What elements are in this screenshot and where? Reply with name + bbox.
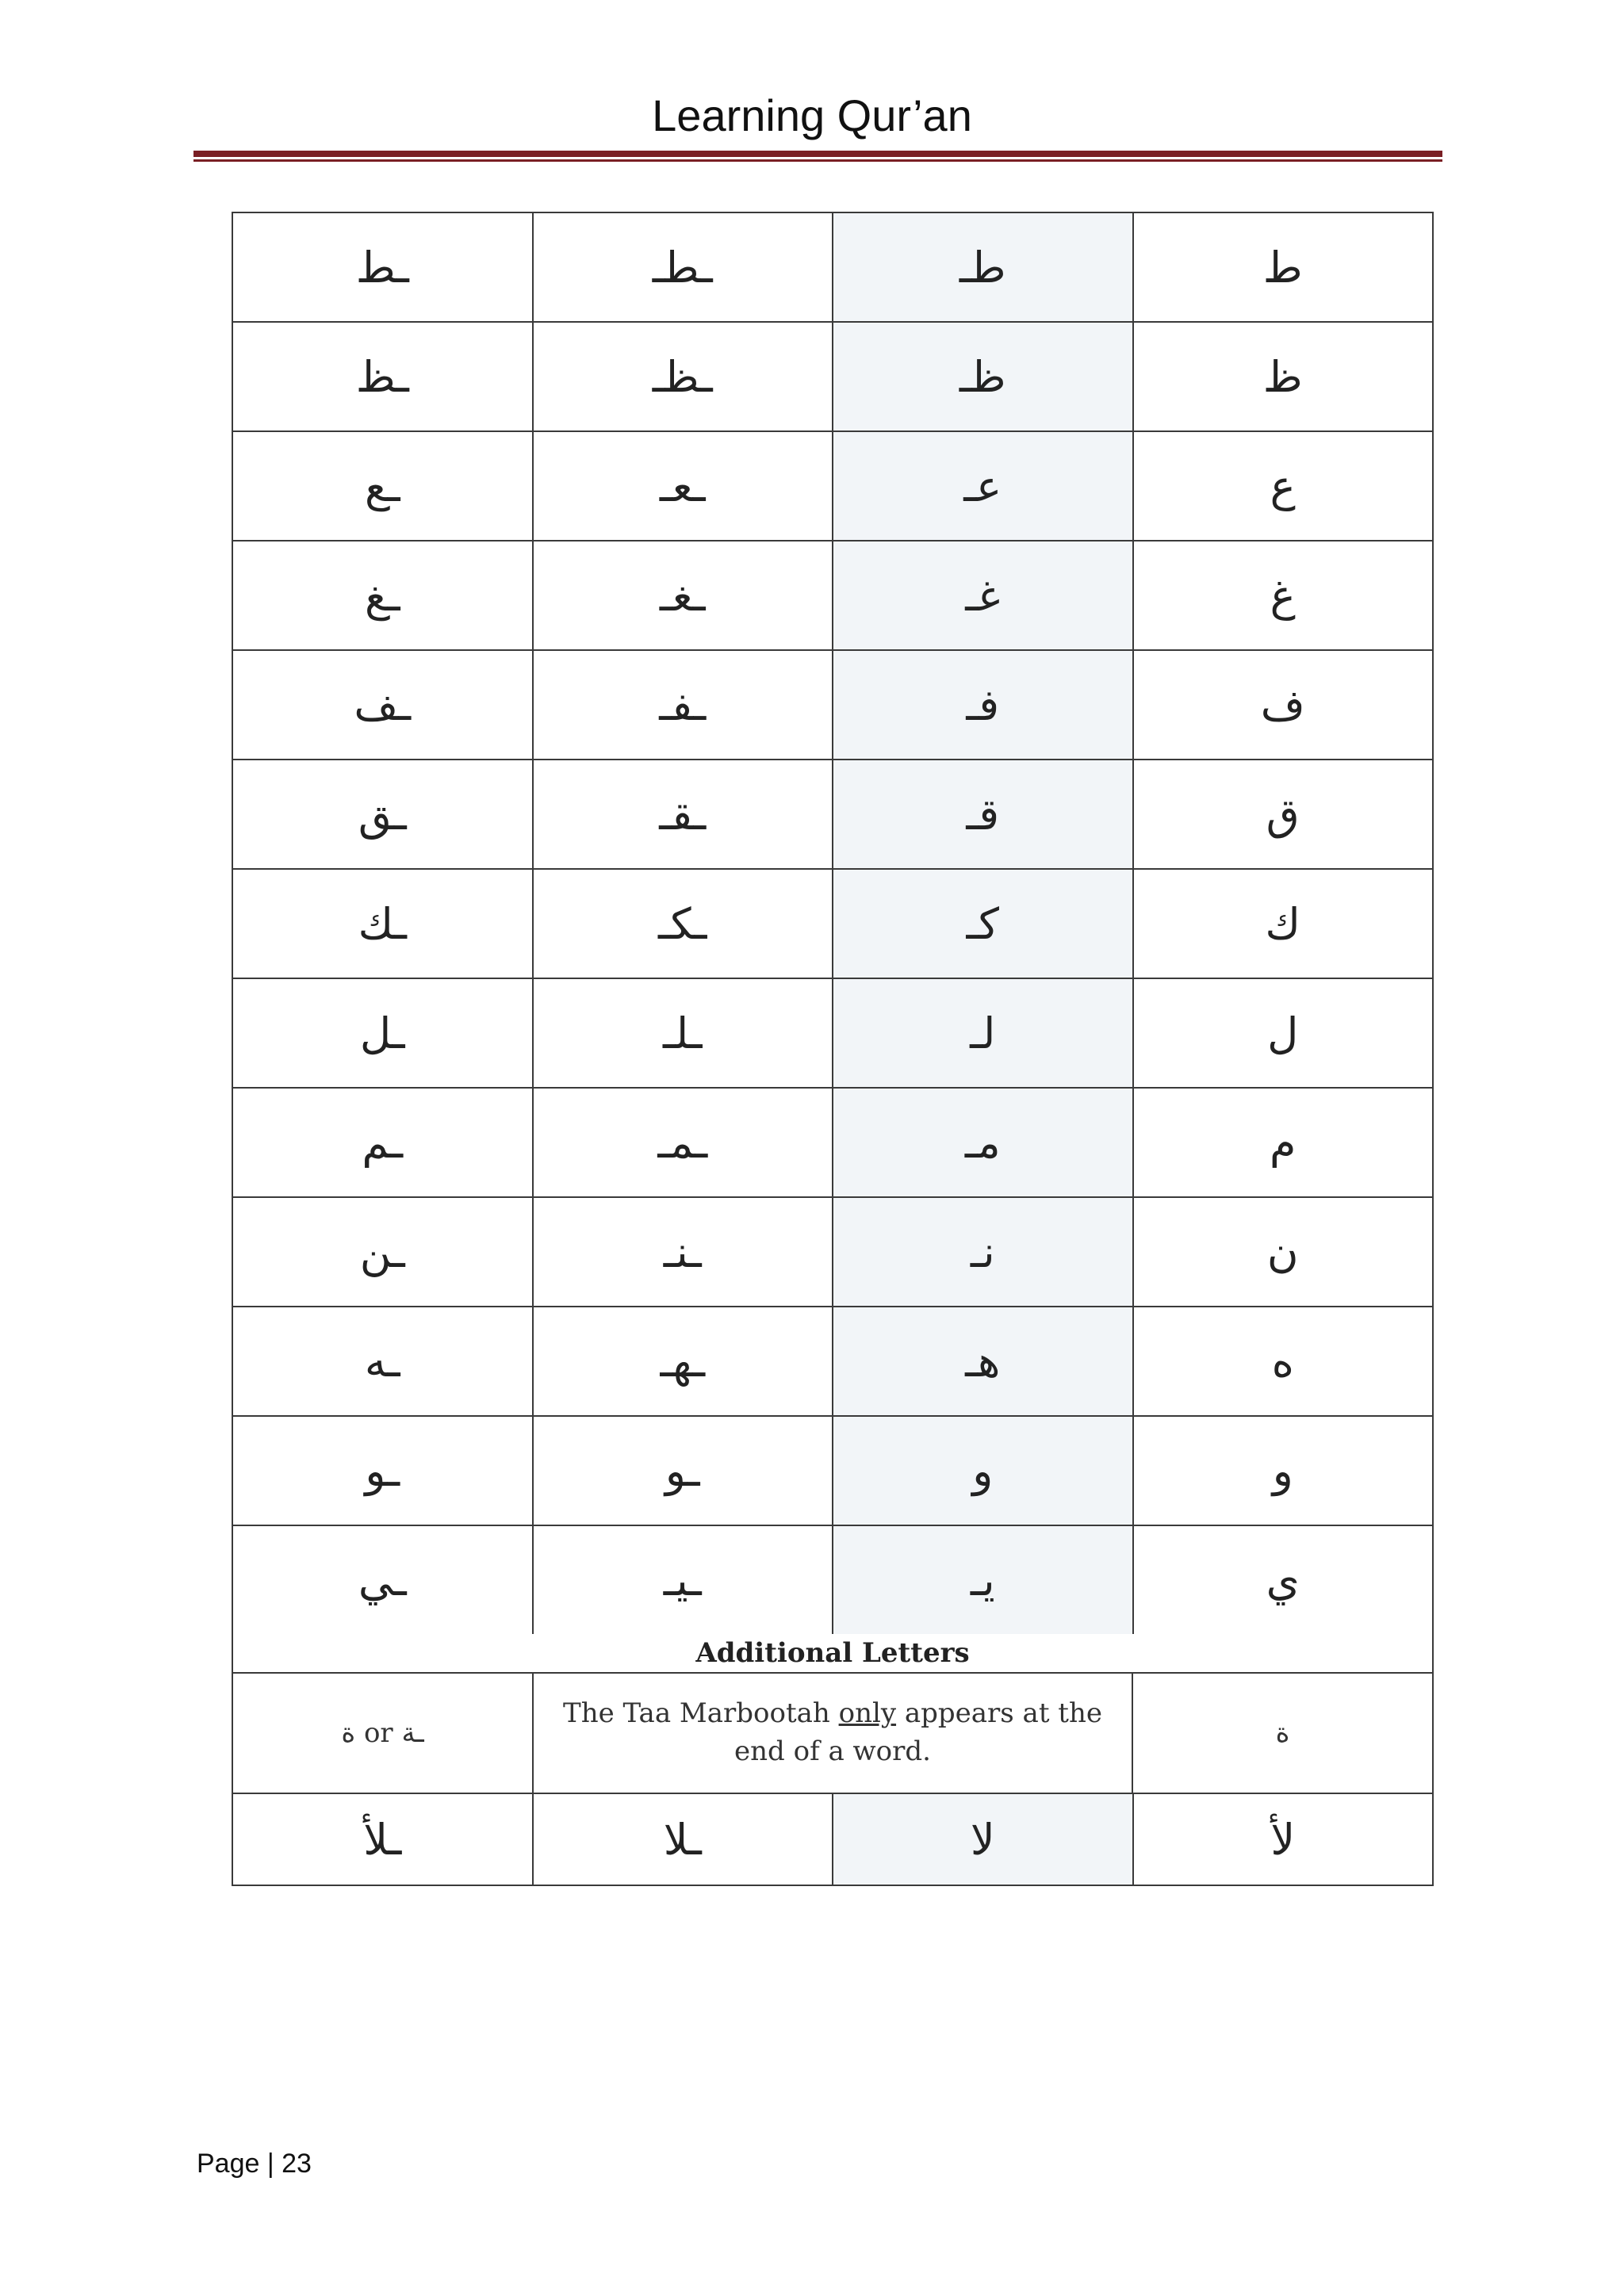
page-number-footer: Page | 23 — [197, 2149, 312, 2179]
medial-form-cell: ـعـ — [534, 432, 834, 540]
initial-form-cell: ظـ — [833, 323, 1134, 430]
letter-row — [233, 213, 1432, 323]
medial-form-cell: ـفـ — [534, 651, 834, 759]
letter-row — [233, 979, 1432, 1089]
letter-row — [233, 541, 1432, 651]
final-form-cell: ـق — [233, 760, 534, 868]
taa-note-after: appears at the end of a word. — [734, 1697, 1102, 1767]
document-header-title: Learning Qur’an — [652, 90, 972, 140]
isolated-form-cell: ن — [1266, 1226, 1299, 1277]
laam-alif-final-cell: ـلأ — [233, 1794, 534, 1885]
medial-form-cell: ـكـ — [534, 870, 834, 978]
taa-note-text — [534, 1695, 1132, 1770]
taa-forms-text: ة or ـة — [341, 1717, 424, 1749]
medial-form-cell: ـطـ — [534, 213, 834, 321]
medial-form-cell: ـغـ — [534, 541, 834, 649]
isolated-form-cell: م — [1270, 1117, 1297, 1168]
isolated-form-cell: ط — [1262, 242, 1303, 293]
taa-marbootah-row — [233, 1674, 1432, 1794]
isolated-form-cell: ي — [1266, 1555, 1300, 1605]
initial-form-cell: كـ — [833, 870, 1134, 978]
final-form-cell: ـف — [233, 651, 534, 759]
initial-form-cell: نـ — [833, 1198, 1134, 1306]
medial-form-cell: ـظـ — [534, 323, 834, 430]
initial-form-cell: فـ — [833, 651, 1134, 759]
taa-note-emphasis: only — [838, 1697, 897, 1730]
section-title: Additional Letters — [695, 1637, 970, 1669]
letter-rows — [233, 213, 1432, 1634]
final-form-cell: ـظ — [233, 323, 534, 430]
letter-row — [233, 870, 1432, 979]
final-form-cell: ـو — [233, 1417, 534, 1525]
initial-form-cell: هـ — [833, 1307, 1134, 1415]
initial-form-cell: قـ — [833, 760, 1134, 868]
initial-form-cell: و — [833, 1417, 1134, 1525]
final-form-cell: ـن — [233, 1198, 534, 1306]
isolated-form-cell: ظ — [1262, 351, 1303, 402]
additional-letters-header — [233, 1634, 1432, 1674]
isolated-form-cell: ف — [1260, 679, 1305, 730]
letter-row — [233, 1089, 1432, 1198]
taa-note-cell — [534, 1674, 1133, 1793]
final-form-cell: ـه — [233, 1307, 534, 1415]
final-form-cell: ـع — [233, 432, 534, 540]
letter-row — [233, 323, 1432, 432]
medial-form-cell: ـقـ — [534, 760, 834, 868]
letter-row — [233, 1417, 1432, 1526]
header-rule-thin — [193, 159, 1442, 162]
taa-note-before: The Taa Marbootah — [563, 1697, 839, 1730]
initial-form-cell: لـ — [833, 979, 1134, 1087]
letter-row — [233, 651, 1432, 760]
medial-form-cell: ـهـ — [534, 1307, 834, 1415]
final-form-cell: ـي — [233, 1526, 534, 1634]
isolated-form-cell: ق — [1266, 789, 1300, 840]
taa-forms-cell — [233, 1674, 534, 1793]
medial-form-cell: ـو — [534, 1417, 834, 1525]
isolated-form-cell: ل — [1267, 1008, 1299, 1058]
initial-form-cell: يـ — [833, 1526, 1134, 1634]
letter-row — [233, 432, 1432, 541]
final-form-cell: ـل — [233, 979, 534, 1087]
medial-form-cell: ـمـ — [534, 1089, 834, 1196]
medial-form-cell: ـيـ — [534, 1526, 834, 1634]
initial-form-cell: مـ — [833, 1089, 1134, 1196]
letter-row — [233, 760, 1432, 870]
initial-form-cell: غـ — [833, 541, 1134, 649]
final-form-cell: ـك — [233, 870, 534, 978]
isolated-form-cell: ك — [1265, 898, 1300, 949]
letter-row — [233, 1198, 1432, 1307]
letter-row — [233, 1526, 1432, 1634]
initial-form-cell: عـ — [833, 432, 1134, 540]
isolated-form-cell: ه — [1271, 1336, 1294, 1387]
header-rule-thick — [193, 151, 1442, 157]
laam-alif-medial-cell: ـلا — [534, 1794, 834, 1885]
isolated-form-cell: و — [1272, 1445, 1293, 1496]
letter-row — [233, 1307, 1432, 1417]
laam-alif-initial-cell: لا — [833, 1794, 1134, 1885]
medial-form-cell: ـلـ — [534, 979, 834, 1087]
medial-form-cell: ـنـ — [534, 1198, 834, 1306]
initial-form-cell: طـ — [833, 213, 1134, 321]
taa-isolated-cell — [1133, 1674, 1432, 1793]
letter-forms-table — [232, 212, 1434, 1886]
final-form-cell: ـط — [233, 213, 534, 321]
final-form-cell: ـم — [233, 1089, 534, 1196]
isolated-form-cell: ع — [1270, 461, 1296, 511]
laam-alif-isolated-cell: لأ — [1270, 1814, 1296, 1865]
final-form-cell: ـغ — [233, 541, 534, 649]
taa-isolated-text: ة — [1275, 1717, 1290, 1749]
isolated-form-cell: غ — [1270, 570, 1296, 621]
laam-alif-row — [233, 1794, 1432, 1885]
